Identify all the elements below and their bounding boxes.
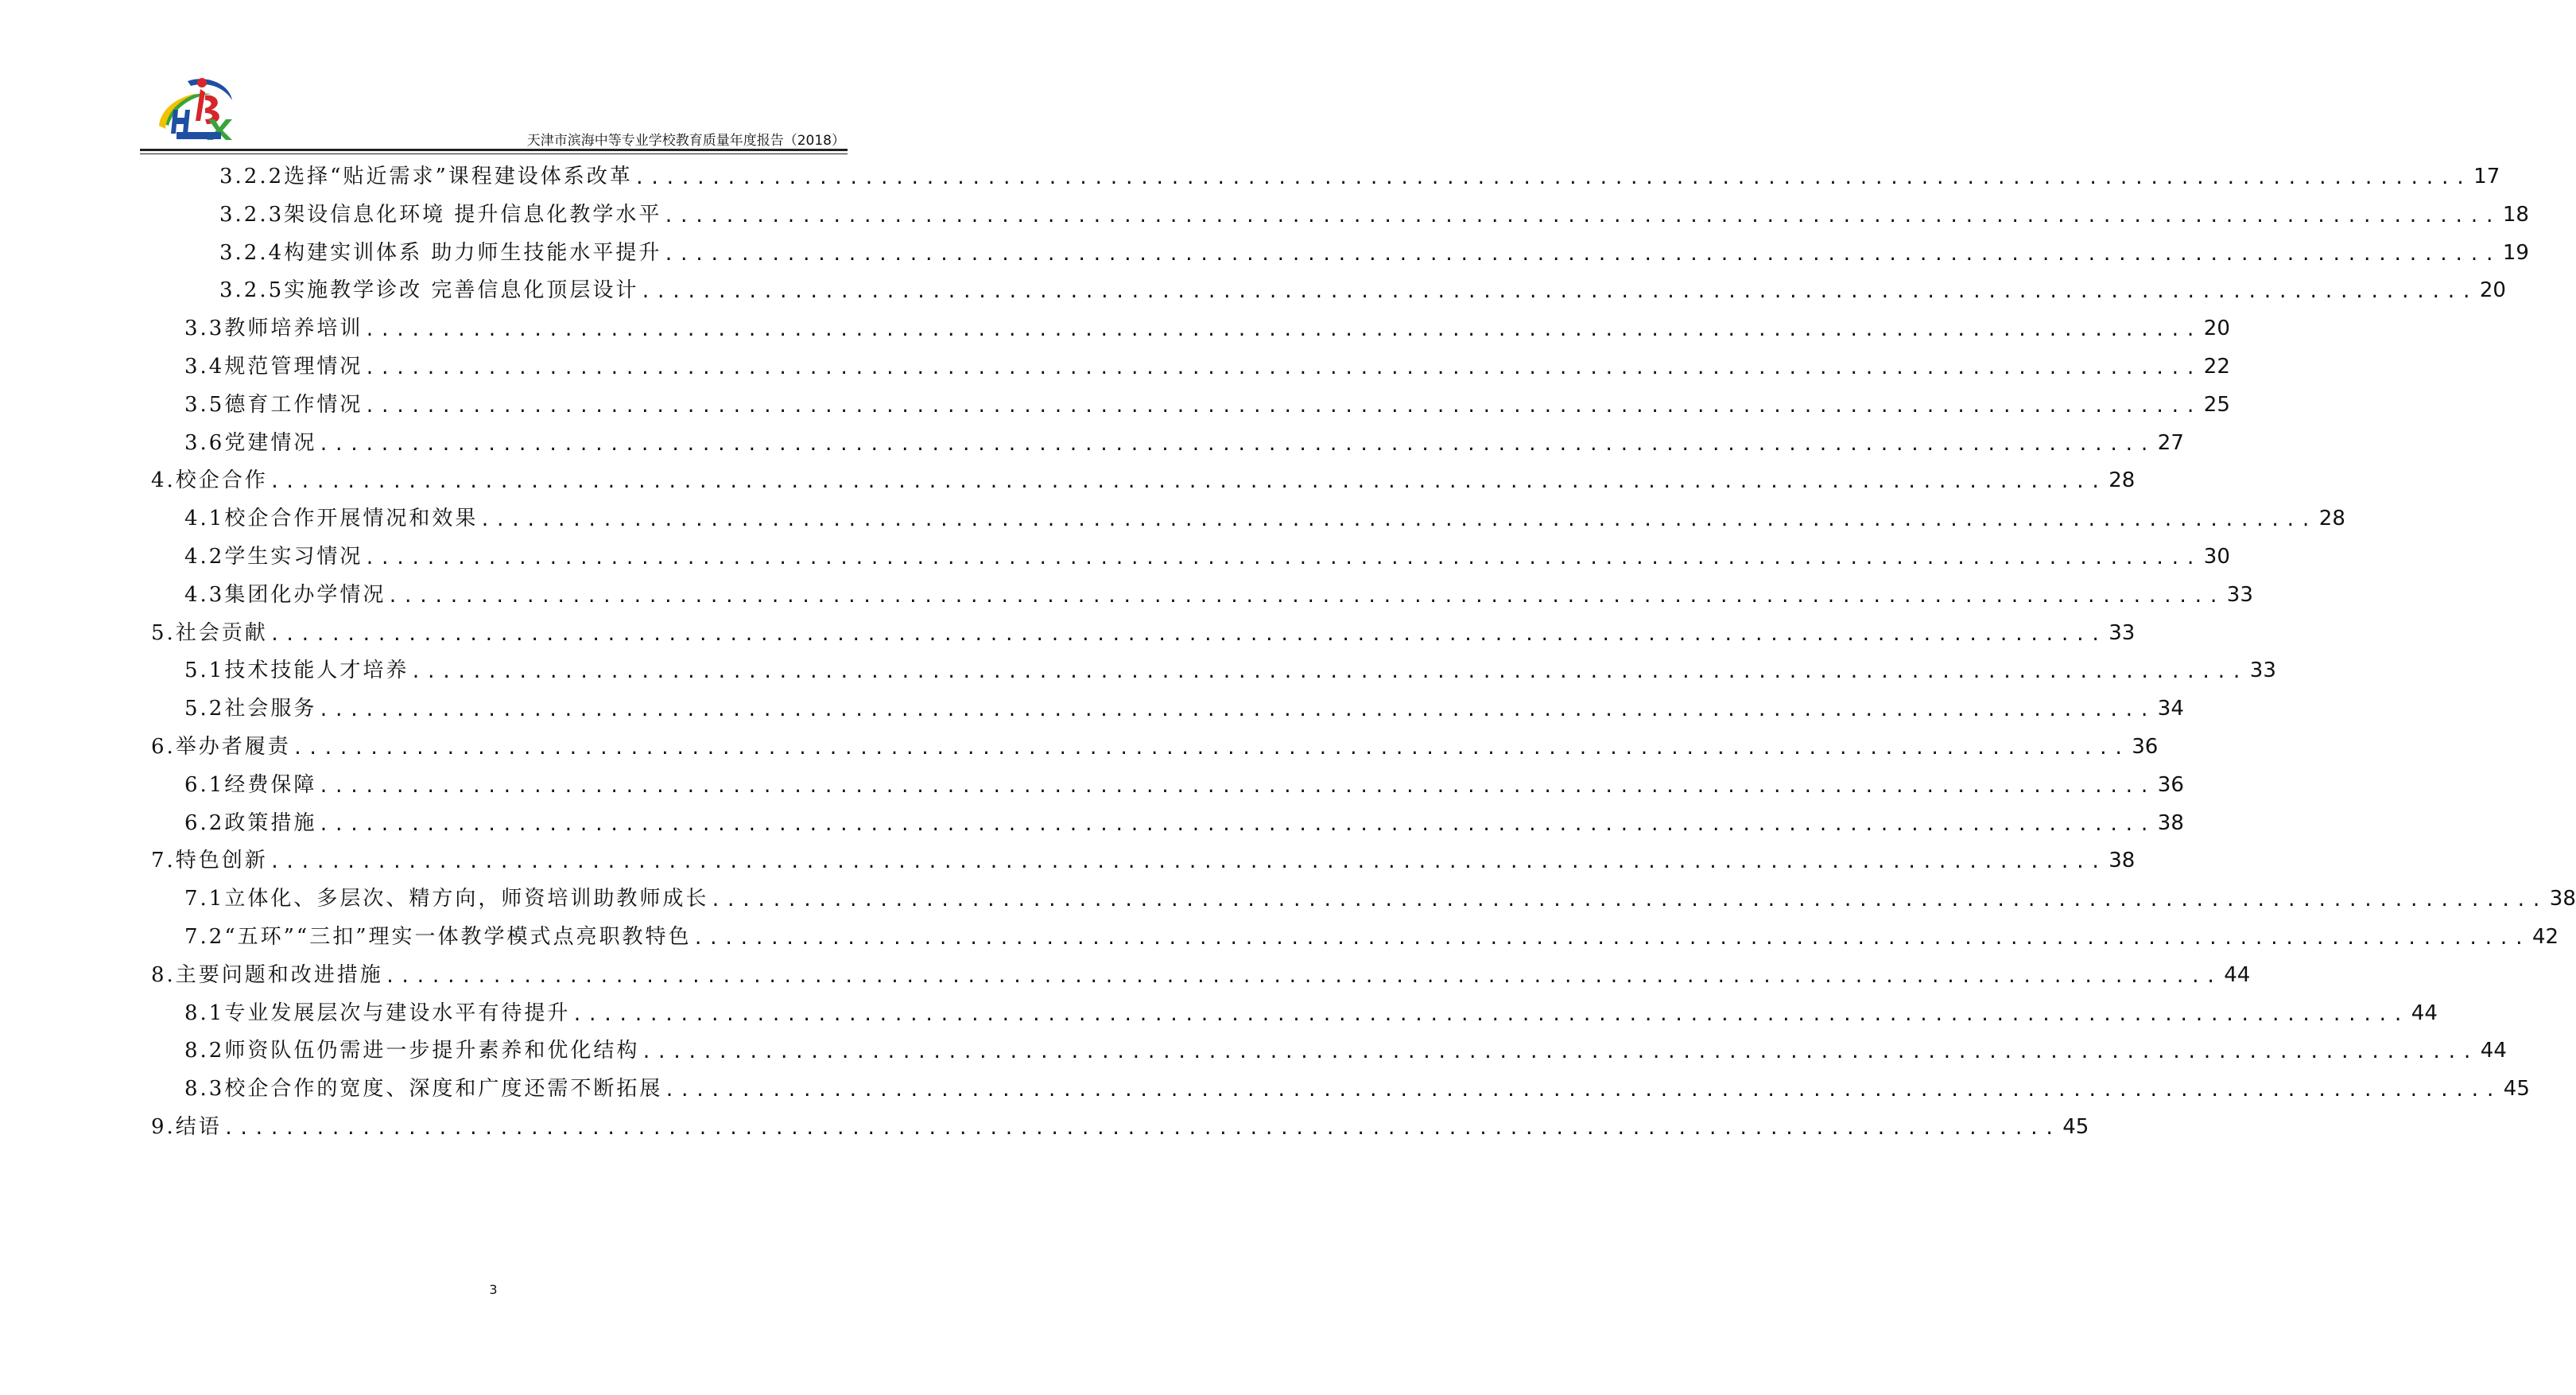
toc-entry[interactable] xyxy=(184,541,2230,573)
toc-entry-title: 3.4规范管理情况 xyxy=(184,355,363,379)
toc-entry-page: 17 xyxy=(2473,165,2500,188)
toc-entry-page: 38 xyxy=(2109,849,2136,873)
toc-leader-dots: ........................................................................................................................ xyxy=(572,1004,2408,1025)
toc-leader-dots: ........................................................................................................................ xyxy=(634,169,2471,188)
toc-entry-title: 3.6党建情况 xyxy=(184,430,317,455)
toc-entry-title: 5.2社会服务 xyxy=(184,697,317,721)
toc-leader-dots: ........................................................................................................................ xyxy=(223,1119,2060,1139)
school-logo xyxy=(156,73,239,142)
toc-entry-title: 3.5德育工作情况 xyxy=(184,392,363,417)
toc-entry-page: 44 xyxy=(2411,1001,2438,1025)
toc-entry-page: 19 xyxy=(2502,240,2529,265)
toc-entry[interactable] xyxy=(184,769,2184,801)
toc-entry-title: 6.1经费保障 xyxy=(184,772,317,797)
toc-entry[interactable] xyxy=(151,617,2136,649)
toc-leader-dots: ........................................................................................................................ xyxy=(269,853,2106,873)
toc-entry[interactable] xyxy=(184,807,2184,839)
toc-entry-page: 20 xyxy=(2203,317,2230,341)
toc-entry-title: 7.特色创新 xyxy=(151,849,268,873)
toc-entry-title: 5.1技术技能人才培养 xyxy=(184,659,409,683)
toc-entry-page: 44 xyxy=(2224,962,2251,987)
toc-leader-dots: ........................................................................................................................ xyxy=(664,1081,2500,1102)
header-title: 天津市滨海中等专业学校教育质量年度报告（2018） xyxy=(526,133,845,149)
toc-entry[interactable] xyxy=(184,1073,2530,1105)
toc-entry-page: 36 xyxy=(2132,735,2159,759)
toc-entry[interactable] xyxy=(184,389,2230,421)
toc-leader-dots: ........................................................................................................................ xyxy=(692,929,2529,949)
toc-entry-title: 4.1校企合作开展情况和效果 xyxy=(184,507,479,531)
toc-entry-page: 33 xyxy=(2226,582,2253,607)
toc-entry-title: 3.3教师培养培训 xyxy=(184,317,363,341)
toc-entry[interactable] xyxy=(184,579,2253,611)
toc-entry-title: 3.2.5实施教学诊改 完善信息化顶层设计 xyxy=(219,278,639,303)
toc-entry-title: 3.2.3架设信息化环境 提升信息化教学水平 xyxy=(219,202,662,227)
toc-entry-page: 33 xyxy=(2249,659,2276,683)
toc-leader-dots: ........................................................................................................................ xyxy=(384,966,2221,987)
toc-leader-dots: ........................................................................................................................ xyxy=(318,776,2155,797)
toc-entry-page: 44 xyxy=(2480,1039,2507,1063)
toc-entry-title: 8.1专业发展层次与建设水平有待提升 xyxy=(184,1001,571,1025)
toc-entry-title: 9.结语 xyxy=(151,1115,222,1139)
toc-entry[interactable] xyxy=(184,427,2184,459)
toc-leader-dots: ........................................................................................................................ xyxy=(663,244,2500,265)
toc-entry-page: 25 xyxy=(2203,392,2230,417)
header-rule-thick xyxy=(140,149,848,151)
toc-leader-dots: ........................................................................................................................ xyxy=(663,206,2500,227)
toc-entry-title: 3.2.4构建实训体系 助力师生技能水平提升 xyxy=(219,240,662,265)
toc-entry[interactable] xyxy=(151,959,2251,991)
toc-leader-dots: ........................................................................................................................ xyxy=(364,549,2201,569)
toc-entry-title: 5.社会贡献 xyxy=(151,620,268,645)
toc-entry[interactable] xyxy=(184,503,2345,534)
toc-entry-title: 7.1立体化、多层次、精方向，师资培训助教师成长 xyxy=(184,887,709,911)
toc-entry[interactable] xyxy=(151,845,2136,876)
toc-entry[interactable] xyxy=(184,693,2184,725)
toc-leader-dots: ........................................................................................................................ xyxy=(292,739,2129,759)
toc-entry-title: 4.3集团化办学情况 xyxy=(184,582,386,607)
toc-leader-dots: ........................................................................................................................ xyxy=(410,663,2247,683)
toc-leader-dots: ........................................................................................................................ xyxy=(364,359,2201,379)
toc-entry-page: 28 xyxy=(2109,468,2136,493)
toc-entry-title: 3.2.2选择“贴近需求”课程建设体系改革 xyxy=(219,165,633,188)
toc-entry-page: 20 xyxy=(2479,278,2506,303)
toc-entry-title: 4.校企合作 xyxy=(151,468,268,493)
toc-leader-dots: ........................................................................................................................ xyxy=(269,472,2106,493)
toc-entry[interactable] xyxy=(184,313,2230,344)
toc-entry-title: 6.2政策措施 xyxy=(184,810,317,835)
toc-entry-page: 38 xyxy=(2157,810,2184,835)
toc-entry-page: 18 xyxy=(2502,202,2529,227)
toc-entry[interactable] xyxy=(184,655,2276,686)
toc-leader-dots: ........................................................................................................................ xyxy=(387,586,2224,607)
toc-entry-page: 45 xyxy=(2062,1115,2089,1139)
toc-entry-page: 42 xyxy=(2531,925,2559,949)
toc-entry-title: 4.2学生实习情况 xyxy=(184,545,363,569)
toc-leader-dots: ........................................................................................................................ xyxy=(479,511,2316,531)
toc-entry-title: 6.举办者履责 xyxy=(151,735,291,759)
toc-entry[interactable] xyxy=(184,351,2230,383)
toc-entry[interactable] xyxy=(184,921,2559,953)
toc-leader-dots: ........................................................................................................................ xyxy=(640,282,2477,303)
toc-leader-dots: ........................................................................................................................ xyxy=(641,1043,2477,1063)
toc-entry-page: 36 xyxy=(2157,772,2184,797)
toc-entry[interactable] xyxy=(219,199,2529,231)
header-rule-thin xyxy=(140,153,848,154)
toc-leader-dots: ........................................................................................................................ xyxy=(318,434,2155,455)
toc-entry-page: 45 xyxy=(2503,1077,2530,1102)
toc-entry-title: 7.2“五环”“三扣”理实一体教学模式点亮职教特色 xyxy=(184,925,692,949)
toc-leader-dots: ........................................................................................................................ xyxy=(318,814,2155,835)
toc-entry[interactable] xyxy=(219,274,2506,306)
toc-entry-page: 27 xyxy=(2157,430,2184,455)
toc-entry[interactable] xyxy=(184,1035,2507,1067)
toc-entry[interactable] xyxy=(151,464,2136,496)
toc-entry[interactable] xyxy=(219,237,2529,269)
page-number: 3 xyxy=(489,1282,498,1297)
toc-entry-page: 30 xyxy=(2203,545,2230,569)
toc-leader-dots: ........................................................................................................................ xyxy=(269,624,2106,645)
toc-entry-title: 8.3校企合作的宽度、深度和广度还需不断拓展 xyxy=(184,1077,663,1102)
toc-entry[interactable] xyxy=(151,731,2159,763)
toc-entry[interactable] xyxy=(184,883,2576,915)
toc-entry-page: 22 xyxy=(2203,355,2230,379)
toc-entry[interactable] xyxy=(184,997,2438,1029)
toc-entry-page: 38 xyxy=(2549,887,2576,911)
toc-entry[interactable] xyxy=(219,161,2500,192)
toc-entry[interactable] xyxy=(151,1111,2089,1143)
toc-entry-title: 8.主要问题和改进措施 xyxy=(151,962,383,987)
toc-entry-page: 28 xyxy=(2318,507,2345,531)
toc-entry-title: 8.2师资队伍仍需进一步提升素养和优化结构 xyxy=(184,1039,640,1063)
toc-leader-dots: ........................................................................................................................ xyxy=(364,396,2201,417)
toc-leader-dots: ........................................................................................................................ xyxy=(710,891,2547,911)
toc-entry-page: 34 xyxy=(2157,697,2184,721)
toc-leader-dots: ........................................................................................................................ xyxy=(364,321,2201,341)
toc-leader-dots: ........................................................................................................................ xyxy=(318,701,2155,721)
toc-entry-page: 33 xyxy=(2109,620,2136,645)
